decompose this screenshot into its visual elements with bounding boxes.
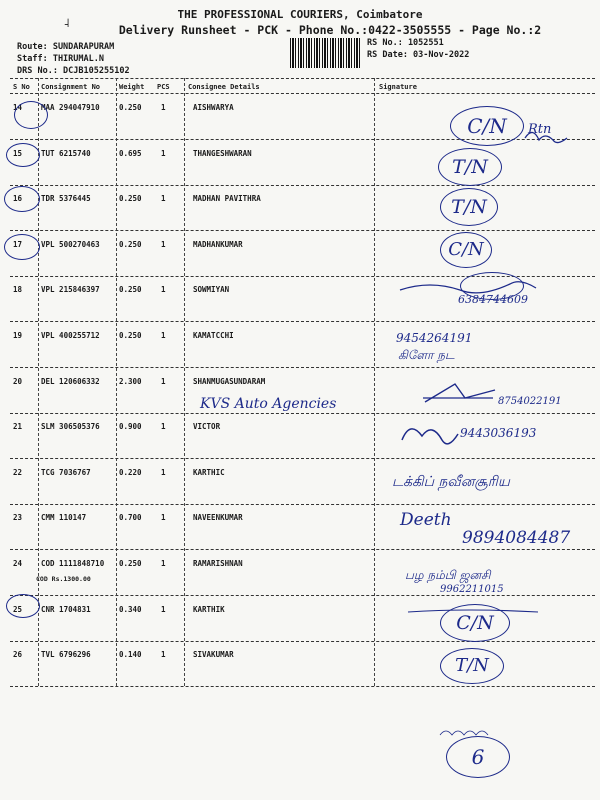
serial-circle-mark — [14, 101, 48, 129]
row-sno: 20 — [13, 377, 23, 386]
row-sno: 25 — [13, 605, 23, 614]
row-consignee: SOWMIYAN — [193, 285, 230, 294]
row-consignee: KAMATCCHI — [193, 331, 234, 340]
row-consignee: MADHANKUMAR — [193, 240, 243, 249]
row-weight: 0.250 — [119, 285, 142, 294]
tn-stamp: T/N — [440, 648, 504, 684]
col-header-consignment: Consignment No — [41, 83, 101, 91]
handwritten-phone: 8754022191 — [498, 396, 562, 407]
row-weight: 0.250 — [119, 194, 142, 203]
cn-stamp: C/N — [450, 106, 524, 146]
row-weight: 0.695 — [119, 149, 142, 158]
row-pcs: 1 — [161, 285, 166, 294]
row-consignee: THANGESHWARAN — [193, 149, 252, 158]
row-pcs: 1 — [161, 422, 166, 431]
page-number-circle: 6 — [446, 736, 510, 778]
col-header-consignee: Consignee Details — [188, 83, 260, 91]
row-pcs: 1 — [161, 468, 166, 477]
row-sno: 23 — [13, 513, 23, 522]
row-pcs: 1 — [161, 513, 166, 522]
row-pcs: 1 — [161, 194, 166, 203]
row-consignment-no: MAA 294047910 — [41, 103, 100, 112]
rs-date: RS Date: 03-Nov-2022 — [367, 50, 470, 60]
row-consignee: KARTHIK — [193, 605, 225, 614]
row-consignee: NAVEENKUMAR — [193, 513, 243, 522]
row-weight: 2.300 — [119, 377, 142, 386]
row-weight: 0.250 — [119, 559, 142, 568]
row-sno: 17 — [13, 240, 23, 249]
row-consignment-no: CNR 1704831 — [41, 605, 91, 614]
col-header-sno: S No — [13, 83, 30, 91]
row-pcs: 1 — [161, 149, 166, 158]
row-consignment-no: TDR 5376445 — [41, 194, 91, 203]
row-sno: 22 — [13, 468, 23, 477]
row-weight: 0.700 — [119, 513, 142, 522]
row-consignment-no: COD 1111848710 — [41, 559, 105, 568]
row-consignment-no: DEL 120606332 — [41, 377, 100, 386]
row-consignee: MADHAN PAVITHRA — [193, 194, 261, 203]
serial-circle-mark — [6, 594, 40, 618]
company-title: THE PROFESSIONAL COURIERS, Coimbatore — [177, 8, 423, 21]
row-weight: 0.220 — [119, 468, 142, 477]
row-consignee: RAMARISHNAN — [193, 559, 243, 568]
row-consignment-no: TCG 7036767 — [41, 468, 91, 477]
row-sno: 26 — [13, 650, 23, 659]
row-consignment-no: VPL 215846397 — [41, 285, 100, 294]
row-sno: 19 — [13, 331, 23, 340]
cn-stamp: C/N — [440, 604, 510, 642]
row-weight: 0.900 — [119, 422, 142, 431]
handwritten-phone: 9894084487 — [462, 528, 571, 548]
handwritten-tamil: டக்கிப் நவீனசூரிய — [392, 474, 510, 490]
col-header-weight: Weight — [119, 83, 145, 91]
handwritten-phone: 9443036193 — [460, 426, 537, 440]
route-label: Route: SUNDARAPURAM — [17, 42, 115, 52]
tn-stamp: T/N — [440, 188, 498, 226]
staff-label: Staff: THIRUMAL.N — [17, 54, 104, 64]
cod-amount-note: COD Rs.1300.00 — [36, 575, 91, 583]
col-header-pcs: PCS — [157, 83, 170, 91]
row-pcs: 1 — [161, 103, 166, 112]
row-consignment-no: VPL 400255712 — [41, 331, 100, 340]
row-consignee: SIVAKUMAR — [193, 650, 234, 659]
row-sno: 24 — [13, 559, 23, 568]
runsheet-title: Delivery Runsheet - PCK - Phone No.:0422-3505555 - Page No.:2 — [118, 23, 542, 37]
row-pcs: 1 — [161, 650, 166, 659]
cn-stamp: C/N — [440, 232, 492, 268]
row-consignment-no: SLM 306505376 — [41, 422, 100, 431]
handwritten-note: Rtn — [528, 122, 552, 137]
col-header-signature: Signature — [379, 83, 417, 91]
row-consignee: VICTOR — [193, 422, 221, 431]
tick-mark: ˨ — [63, 16, 71, 30]
row-sno: 18 — [13, 285, 23, 294]
row-weight: 0.250 — [119, 331, 142, 340]
row-sno: 14 — [13, 103, 23, 112]
scribble-stroke — [402, 429, 458, 444]
row-consignee: AISHWARYA — [193, 103, 234, 112]
handwritten-note: KVS Auto Agencies — [200, 396, 337, 412]
handwritten-phone: 9454264191 — [396, 331, 473, 345]
row-weight: 0.250 — [119, 240, 142, 249]
row-consignment-no: VPL 500270463 — [41, 240, 100, 249]
row-sno: 21 — [13, 422, 23, 431]
serial-circle-mark — [4, 234, 40, 260]
row-pcs: 1 — [161, 377, 166, 386]
drs-number: DRS No.: DCJB105255102 — [17, 66, 130, 76]
row-consignee: SHANMUGASUNDARAM — [193, 377, 266, 386]
row-consignee: KARTHIC — [193, 468, 225, 477]
row-sno: 15 — [13, 149, 23, 158]
row-pcs: 1 — [161, 605, 166, 614]
scribble-stroke — [425, 384, 495, 402]
row-pcs: 1 — [161, 559, 166, 568]
handwritten-signature: Deeth — [400, 510, 452, 530]
handwritten-tamil: பழ நம்பி ஜனசி — [405, 568, 491, 582]
row-weight: 0.250 — [119, 103, 142, 112]
scribble-stroke — [440, 731, 488, 735]
tn-stamp: T/N — [438, 148, 502, 186]
serial-circle-mark — [4, 186, 40, 212]
rs-number: RS No.: 1052551 — [367, 38, 444, 48]
row-weight: 0.140 — [119, 650, 142, 659]
row-sno: 16 — [13, 194, 23, 203]
row-weight: 0.340 — [119, 605, 142, 614]
handwritten-phone: 9962211015 — [440, 584, 504, 595]
row-pcs: 1 — [161, 331, 166, 340]
handwritten-tamil: கிளோ நட — [398, 348, 455, 362]
row-consignment-no: TVL 6796296 — [41, 650, 91, 659]
serial-circle-mark — [6, 143, 40, 167]
row-consignment-no: CMM 110147 — [41, 513, 87, 522]
row-consignment-no: TUT 6215740 — [41, 149, 91, 158]
row-pcs: 1 — [161, 240, 166, 249]
handwritten-phone: 6384744609 — [458, 293, 528, 306]
